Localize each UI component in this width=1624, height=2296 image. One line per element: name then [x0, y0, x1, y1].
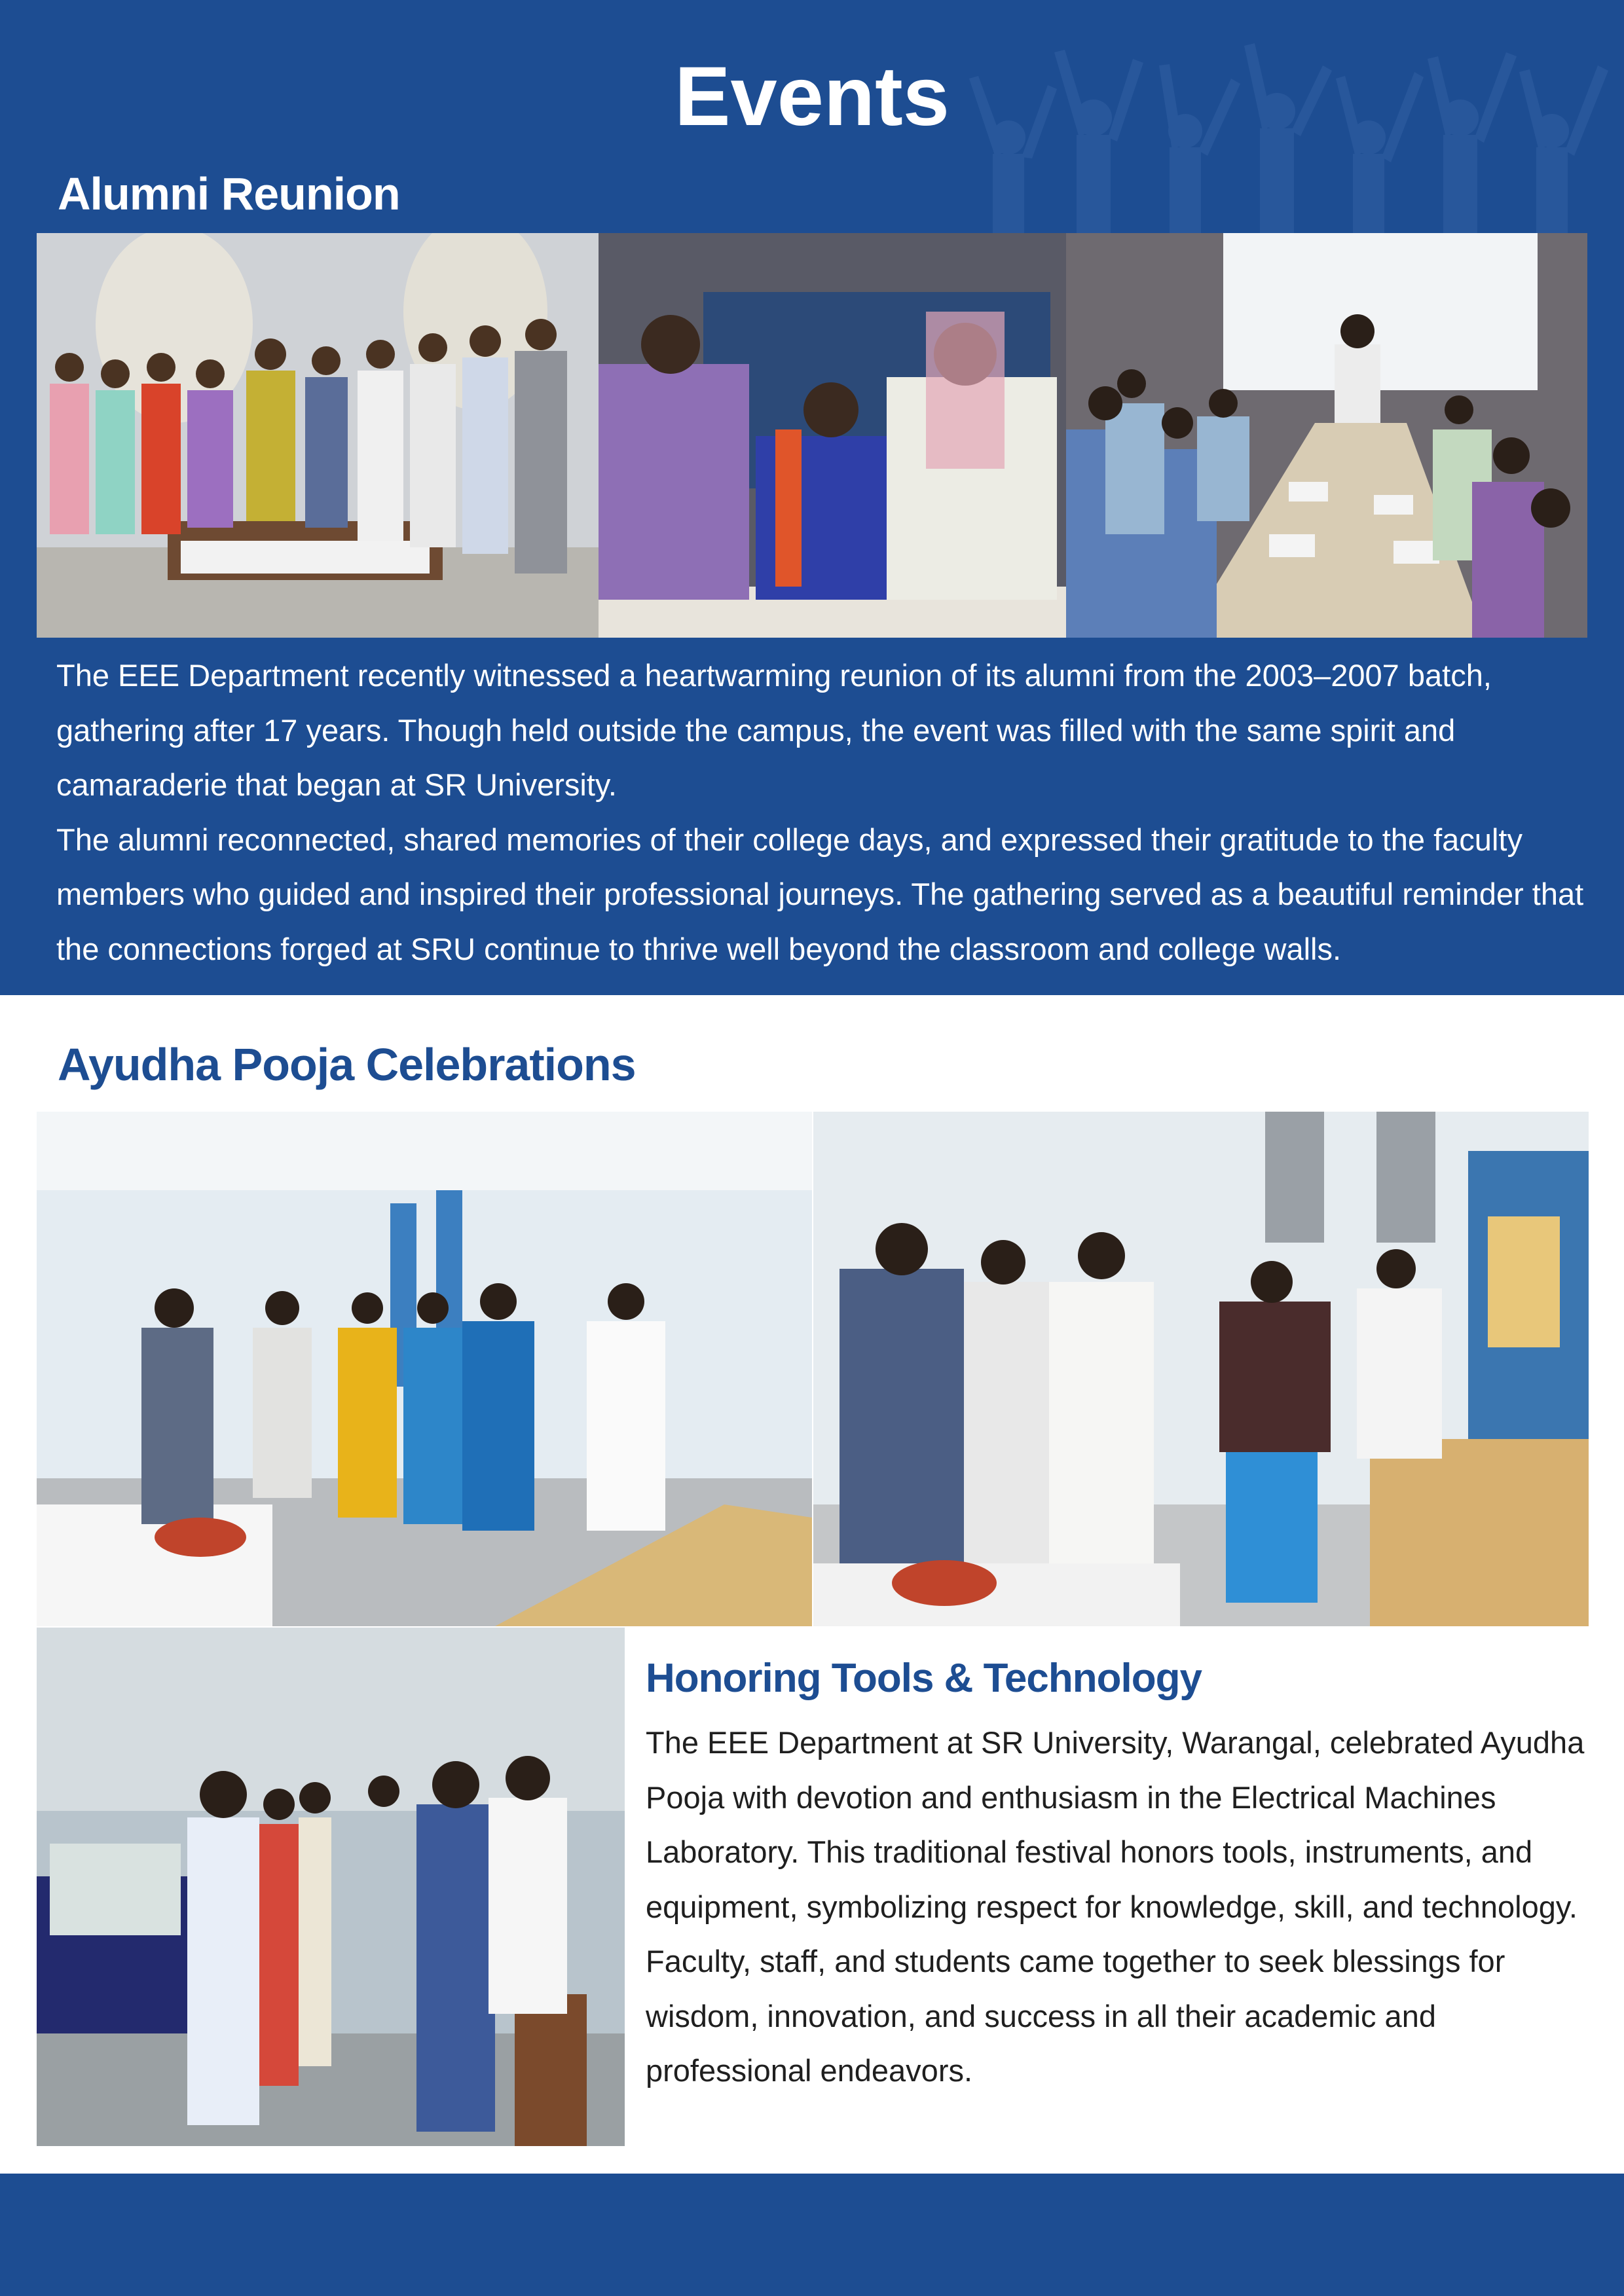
footer-band	[0, 2174, 1624, 2296]
alumni-group-photo	[37, 233, 599, 638]
ayudha-pooja-lab-photo-2	[813, 1112, 1589, 1626]
ayudha-paragraph-1: The EEE Department at SR University, Warangal, celebrated Ayudha Pooja with devotion and enthusiasm in the Electrical Machines Laboratory. This traditional festival honors tools, instruments, and equipment, symbolizing respect for knowledge, skill, and technology.	[646, 1725, 1585, 1924]
alumni-felicitation-photo	[599, 233, 1066, 638]
ayudha-pooja-lab-photo-1	[37, 1112, 812, 1626]
alumni-reunion-heading: Alumni Reunion	[58, 168, 400, 219]
ayudha-pooja-group-photo	[37, 1628, 625, 2146]
alumni-paragraph-1: The EEE Department recently witnessed a heartwarming reunion of its alumni from the 2003–2007 batch, gathering after 17 years. Though held outside the campus, the event was filled with the same spirit and camaraderie that began at SR University.	[56, 658, 1492, 802]
alumni-reunion-description	[56, 648, 1602, 976]
alumni-paragraph-2: The alumni reconnected, shared memories of their college days, and expressed their gratitude to the faculty members who guided and inspired their professional journeys. The gathering served as a beautiful reminder that the connections forged at SRU continue to thrive well beyond the classroom and college walls.	[56, 822, 1584, 966]
honoring-tools-subheading: Honoring Tools & Technology	[646, 1656, 1202, 1701]
page-title: Events	[674, 50, 950, 143]
events-header-band	[0, 0, 1624, 995]
alumni-gathering-table-photo	[1066, 233, 1587, 638]
ayudha-paragraph-2: Faculty, staff, and students came together to seek blessings for wisdom, innovation, and success in all their academic and professional endeavors.	[646, 1944, 1505, 2088]
ayudha-pooja-heading: Ayudha Pooja Celebrations	[58, 1039, 636, 1090]
ayudha-pooja-description	[646, 1715, 1589, 2098]
